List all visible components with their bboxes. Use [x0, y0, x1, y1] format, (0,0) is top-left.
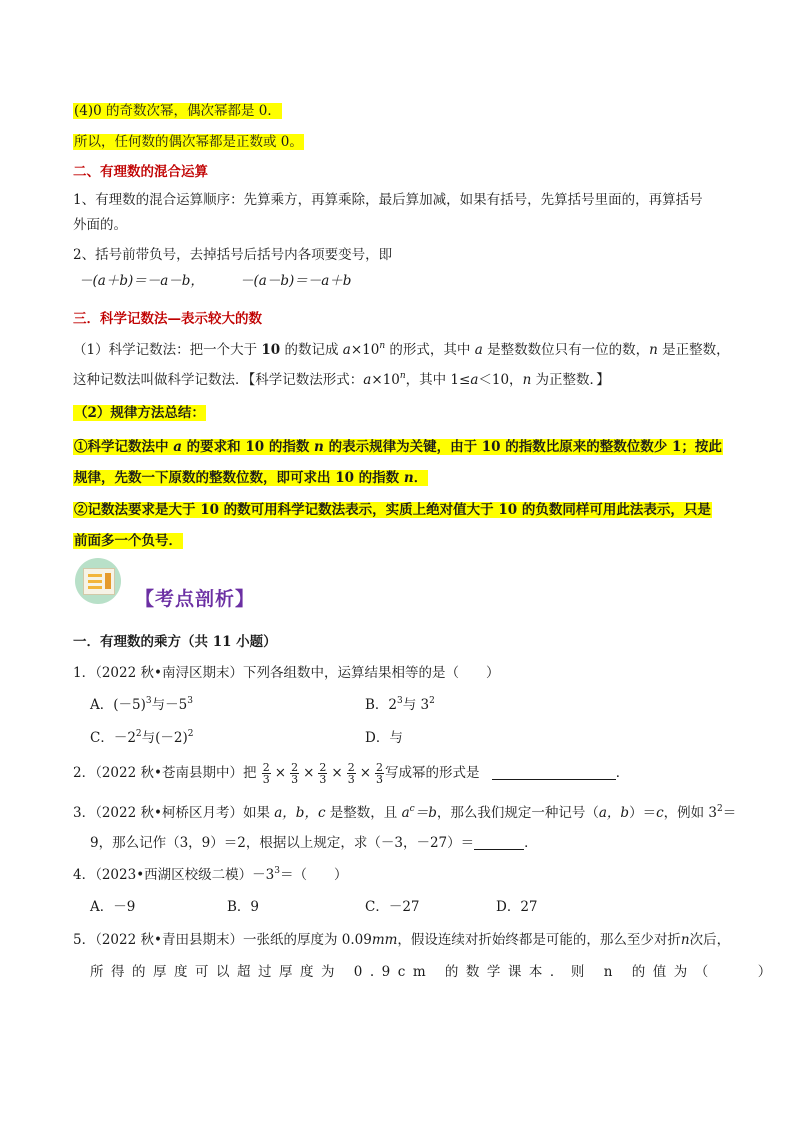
highlight-text-2: 所以，任何数的偶次幂都是正数或 0。 — [74, 134, 303, 150]
s3-l1-times: ×10 — [350, 342, 380, 358]
fraction-2: $\frac{2}{3}$ — [291, 761, 299, 786]
q4-option-b: B．9 — [227, 899, 260, 915]
q2-answer-blank[interactable] — [492, 779, 616, 780]
r1-b-text: 的要求和 10 的指数 — [181, 439, 315, 455]
rule-heading: （2）规律方法总结： — [74, 405, 205, 421]
s3-l2-end: 为正整数．】 — [531, 372, 610, 388]
times-4: × — [359, 765, 371, 781]
q1-a-exp2: 3 — [187, 696, 193, 706]
q2-end: ． — [615, 765, 630, 781]
s3-l1-prefix: （1）科学记数法：把一个大于 — [73, 342, 262, 358]
q1-option-c — [90, 728, 194, 748]
q5-line2: 所得的厚度可以超过厚度为 0.9cm 的数学课本．则 n 的值为（ ） — [90, 964, 779, 980]
s3-l2-a: a — [363, 372, 372, 388]
q1-b-exp1: 3 — [397, 696, 403, 706]
s3-l1-rest1: 的形式，其中 — [385, 342, 475, 358]
times-2: × — [303, 765, 315, 781]
q1-b-exp2: 2 — [429, 696, 435, 706]
q3-l1-ac: a — [401, 805, 410, 821]
q3-l1-e: ，例如 3 — [663, 805, 718, 821]
s3-l2-a2: a — [470, 372, 479, 388]
q5-l1-n: n — [680, 932, 690, 948]
q3-l2-end: ． — [524, 835, 538, 851]
r1-l2-b: ． — [413, 470, 428, 486]
q1-stem: 1．（2022 秋•南浔区期末）下列各组数中，运算结果相等的是（ ） — [73, 665, 500, 681]
q3-l1-vars: a，b，c — [274, 805, 326, 821]
section2-p2-line1: 2、括号前带负号，去掉括号后括号内各项要变号，即 — [73, 247, 393, 263]
q3-l2-a: 9，那么记作（3，9）＝2，根据以上规定，求（－3，－27）＝ — [90, 835, 475, 851]
q5-l1-mm: mm — [371, 932, 398, 948]
document-graphic — [83, 568, 115, 595]
q3-l1-ab: a，b — [598, 805, 630, 821]
rule1-line2 — [73, 468, 428, 488]
q2-suffix: 写成幂的形式是 — [385, 765, 480, 781]
s3-l2-text: 这种记数法叫做科学记数法．【科学记数法形式： — [73, 372, 364, 388]
formula-1: －(a＋b)＝－a－b， — [79, 273, 204, 289]
q3-l1-f: ＝ — [722, 805, 737, 821]
q4-stem-a: 4．（2023•西湖区校级二模）－3 — [73, 867, 275, 883]
q3-l1-d: ）＝ — [629, 805, 657, 821]
q3-l1-cvar: c — [656, 805, 664, 821]
q1-option-b — [365, 695, 435, 715]
q1-a-mid: 与－5 — [151, 697, 188, 713]
q3-l1-exp: 2 — [717, 804, 723, 814]
r1-n-var: n — [314, 439, 324, 455]
s3-l1-n: n — [379, 341, 386, 351]
fraction-1: $\frac{2}{3}$ — [262, 761, 270, 786]
q4-stem-b: ＝（ ） — [279, 867, 348, 883]
q3-l1-b: 是整数，且 — [325, 805, 402, 821]
q5-l1-c: 次后， — [689, 932, 731, 948]
fraction-5: $\frac{2}{3}$ — [376, 761, 383, 786]
q3-l1-eqb: ＝b — [414, 805, 437, 821]
q1-b-text: B．2 — [365, 697, 398, 713]
q1-c-exp2: 2 — [187, 729, 194, 739]
section2-p1-line1: 1、有理数的混合运算顺序：先算乘方，再算乘除，最后算加减，如果有括号，先算括号里面的，再算括号 — [73, 192, 703, 208]
q1-a-exp1: 3 — [145, 696, 152, 706]
section3-line2 — [73, 370, 610, 390]
q2-prefix: 2．（2022 秋•苍南县期中）把 — [73, 765, 257, 781]
rule1-line1-text — [73, 439, 723, 455]
rule2-line2-text: 前面多一个负号． — [74, 533, 182, 549]
q4-stem — [73, 865, 347, 885]
rule-heading-line — [73, 403, 206, 423]
section3-line1 — [73, 340, 730, 360]
s3-l1-n2: n — [649, 342, 658, 358]
rule1-line1 — [73, 437, 723, 457]
s3-l1-rest3: 是正整数， — [657, 342, 730, 358]
rule1-line2-text — [73, 470, 428, 486]
q3-l1-c: ，那么我们规定一种记号（ — [436, 805, 599, 821]
fraction-3: $\frac{2}{3}$ — [319, 761, 327, 786]
r1-a-text: ①科学记数法中 — [74, 439, 174, 455]
r1-l2-a: 规律，先数一下原数的整数位数，即可求出 10 的指数 — [74, 470, 404, 486]
q1-c-text: C．－2 — [90, 730, 136, 746]
s3-l2-mid: ，其中 1≤ — [405, 372, 471, 388]
q4-option-c: C．－27 — [365, 899, 420, 915]
times-3: × — [331, 765, 343, 781]
s3-l2-times: ×10 — [371, 372, 400, 388]
q5-line1 — [73, 930, 730, 950]
q3-line2 — [90, 833, 538, 853]
q5-l1-b: ，假设连续对折始终都是可能的，那么至少对折 — [397, 932, 681, 948]
q1-c-mid: 与(－2) — [141, 730, 188, 746]
notebook-icon — [75, 558, 121, 604]
q4-option-a: A．－9 — [90, 899, 136, 915]
times-1: × — [274, 765, 287, 781]
s3-l2-n: n — [399, 371, 406, 381]
rule2-line1-text: ②记数法要求是大于 10 的数可用科学记数法表示，实质上绝对值大于 10 的负数同样可用此法表示，只是 — [74, 502, 711, 518]
q3-l1-a: 3．（2022 秋•柯桥区月考）如果 — [73, 805, 275, 821]
q3-line1 — [73, 803, 736, 823]
rule2-line1 — [73, 500, 712, 520]
fraction-4: $\frac{2}{3}$ — [347, 761, 355, 786]
q3-answer-blank[interactable] — [474, 849, 524, 850]
q3-l1-cexp: c — [409, 804, 415, 814]
exercise-group-heading: 一．有理数的乘方（共 11 小题） — [73, 634, 277, 650]
s3-l1-mid: 的数记成 — [280, 342, 343, 358]
q4-stem-exp: 3 — [274, 866, 280, 876]
kaodian-title: 【考点剖析】 — [135, 588, 256, 610]
q1-c-exp1: 2 — [135, 729, 142, 739]
highlight-text-1: (4)0 的奇数次幂，偶次幂都是 0． — [74, 103, 281, 119]
s3-l1-rest2: 是整数数位只有一位的数， — [482, 342, 650, 358]
s3-l1-a2: a — [474, 342, 483, 358]
section3-heading: 三．科学记数法—表示较大的数 — [73, 311, 262, 327]
rule2-line2 — [73, 531, 183, 551]
s3-l1-a: a — [342, 342, 351, 358]
r1-c-text: 的表示规律为关键，由于 10 的指数比原来的整数位数少 1；按此 — [323, 439, 722, 455]
r1-a-var: a — [173, 439, 182, 455]
q5-l1-a: 5．（2022 秋•青田县期末）一张纸的厚度为 0.09 — [73, 932, 372, 948]
q1-a-text: A．(－5) — [90, 697, 146, 713]
q1-b-mid: 与 3 — [402, 697, 430, 713]
highlight-line-1 — [73, 101, 282, 121]
formula-2: －(a－b)＝－a＋b — [240, 273, 352, 289]
q2-line — [73, 762, 629, 785]
s3-l2-n2: n — [522, 372, 532, 388]
section2-heading: 二、有理数的混合运算 — [73, 164, 208, 180]
section2-p1-line2: 外面的。 — [73, 217, 127, 233]
r1-l2-n: n — [403, 470, 414, 486]
q4-option-d: D．27 — [496, 899, 538, 915]
q1-option-d: D．与 — [365, 730, 403, 746]
q1-option-a — [90, 695, 193, 715]
s3-l2-lt: ＜10， — [478, 372, 523, 388]
highlight-line-2 — [73, 132, 304, 152]
s3-l1-ten: 10 — [261, 342, 281, 358]
